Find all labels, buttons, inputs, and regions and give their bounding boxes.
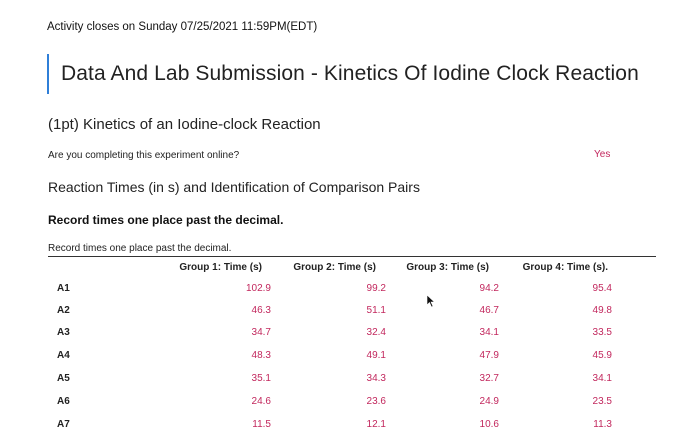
online-question-label: Are you completing this experiment online? <box>48 150 240 161</box>
table-row <box>0 283 700 303</box>
time-cell[interactable]: 47.9 <box>479 350 499 361</box>
table-divider <box>48 256 656 257</box>
table-row <box>0 305 700 325</box>
row-label: A5 <box>57 373 70 384</box>
row-label: A2 <box>57 305 70 316</box>
row-label: A3 <box>57 327 70 338</box>
time-cell[interactable]: 10.6 <box>479 419 499 430</box>
time-cell[interactable]: 49.8 <box>592 305 612 316</box>
reaction-times-heading: Reaction Times (in s) and Identification of Comparison Pairs <box>48 179 420 195</box>
time-cell[interactable]: 11.5 <box>252 419 271 430</box>
row-label: A4 <box>57 350 70 361</box>
row-label: A7 <box>57 419 70 430</box>
column-header-group-1: Group 1: Time (s) <box>179 262 262 273</box>
time-cell[interactable]: 32.7 <box>479 373 499 384</box>
table-row <box>0 350 700 370</box>
table-row <box>0 373 700 393</box>
time-cell[interactable]: 33.5 <box>592 327 612 338</box>
time-cell[interactable]: 34.1 <box>592 373 612 384</box>
time-cell[interactable]: 46.7 <box>479 305 499 316</box>
table-caption: Record times one place past the decimal. <box>48 243 232 254</box>
table-row <box>0 396 700 416</box>
time-cell[interactable]: 35.1 <box>251 373 271 384</box>
online-answer-value[interactable]: Yes <box>594 149 611 160</box>
time-cell[interactable]: 45.9 <box>592 350 612 361</box>
time-cell[interactable]: 24.9 <box>479 396 499 407</box>
time-cell[interactable]: 23.6 <box>366 396 386 407</box>
time-cell[interactable]: 34.3 <box>366 373 386 384</box>
row-label: A6 <box>57 396 70 407</box>
page-title: Data And Lab Submission - Kinetics Of Iodine Clock Reaction <box>61 62 639 85</box>
time-cell[interactable]: 23.5 <box>592 396 612 407</box>
time-cell[interactable]: 11.3 <box>593 419 612 430</box>
time-cell[interactable]: 51.1 <box>366 305 386 316</box>
table-row <box>0 419 700 439</box>
time-cell[interactable]: 24.6 <box>251 396 271 407</box>
time-cell[interactable]: 34.1 <box>479 327 499 338</box>
section-title: (1pt) Kinetics of an Iodine-clock Reaction <box>48 116 321 133</box>
row-label: A1 <box>57 283 70 294</box>
column-header-group-2: Group 2: Time (s) <box>293 262 376 273</box>
instruction-text: Record times one place past the decimal. <box>48 213 284 227</box>
time-cell[interactable]: 49.1 <box>366 350 386 361</box>
table-row <box>0 327 700 347</box>
column-header-group-3: Group 3: Time (s) <box>406 262 489 273</box>
page-header <box>47 52 639 96</box>
column-header-group-4: Group 4: Time (s). <box>522 262 608 273</box>
activity-closes-text: Activity closes on Sunday 07/25/2021 11:59PM(EDT) <box>47 21 318 33</box>
title-accent-bar <box>47 54 49 94</box>
time-cell[interactable]: 32.4 <box>366 327 386 338</box>
mouse-pointer-icon <box>426 294 436 308</box>
time-cell[interactable]: 12.1 <box>366 419 386 430</box>
time-cell[interactable]: 95.4 <box>592 283 612 294</box>
time-cell[interactable]: 48.3 <box>251 350 271 361</box>
time-cell[interactable]: 34.7 <box>251 327 271 338</box>
time-cell[interactable]: 94.2 <box>479 283 499 294</box>
time-cell[interactable]: 99.2 <box>366 283 386 294</box>
time-cell[interactable]: 46.3 <box>251 305 271 316</box>
time-cell[interactable]: 102.9 <box>245 283 271 294</box>
